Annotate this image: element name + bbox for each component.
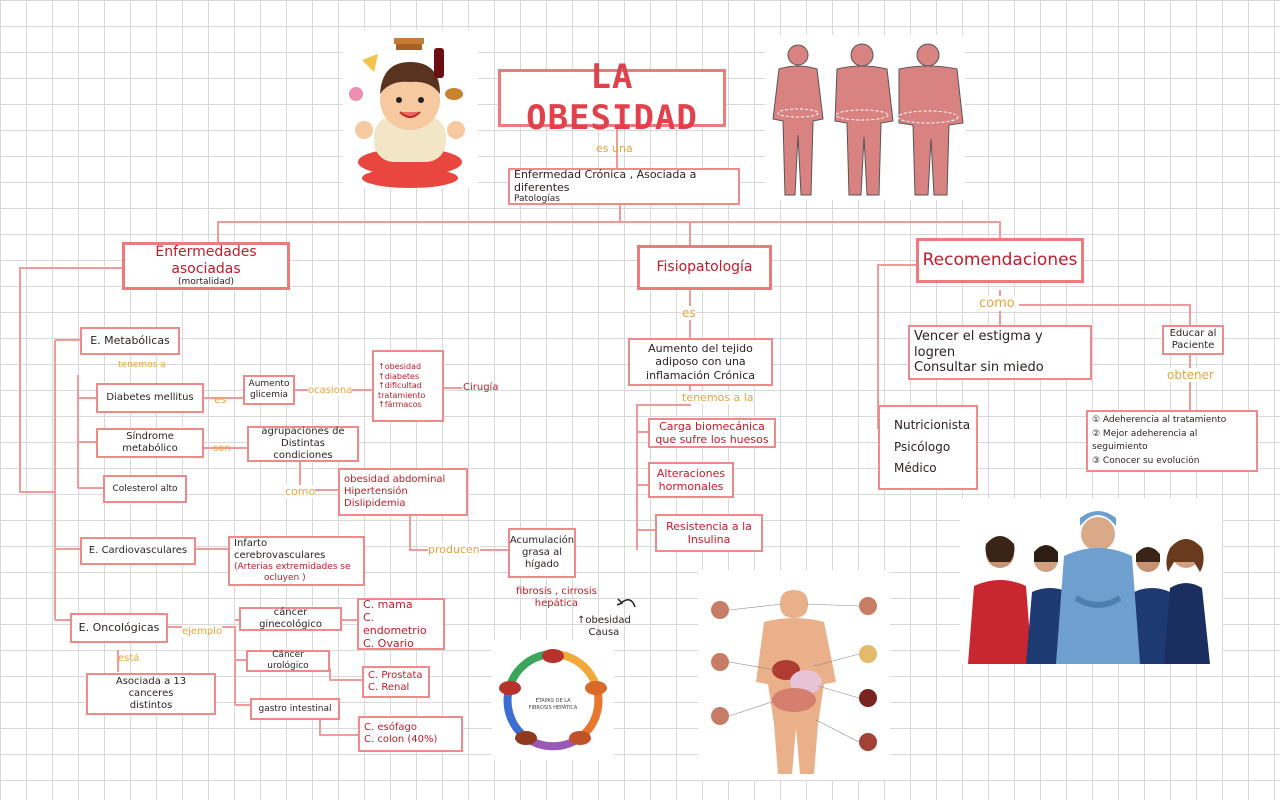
body-silhouettes-icon [765,35,965,200]
condition-item: Hipertensión [344,486,408,497]
fibrosis-line1: fibrosis , cirrosis [516,586,597,597]
fisio-es-label: es [682,306,696,320]
consequences-box [372,350,444,422]
aumento-line2: glicemia [250,390,288,400]
cancer-type: C. esófago [364,722,417,733]
ginecologico-label: cáncer ginecológico [259,607,322,630]
alteraciones-line2: hormonales [658,480,724,493]
fisio-item-carga [648,418,776,448]
aumento-glicemia-box [243,375,295,405]
professional-item: Nutricionista [894,418,971,433]
vencer-box [908,325,1092,380]
liver-cycle-label-line1: ETAPAS DE LA [535,698,571,704]
son-label: son [213,443,231,454]
title-box [498,57,726,138]
condition-item: Dislipidemia [344,498,406,509]
definition-line2: Patologías [514,194,560,205]
oncologicas-box [70,613,168,643]
branch-recomendaciones [916,238,1084,283]
fibrosis-line2: hepática [534,597,579,609]
agrupaciones-line2: Distintas condiciones [273,438,333,461]
consequence-item: ↑diabetes [378,371,420,381]
cancer-type: C. Renal [368,682,410,693]
professional-item: Médico [894,461,937,476]
oncologicas-title: E. Oncológicas [78,621,160,635]
cirugia-label: Cirugía [463,382,499,393]
obtener-label: obtener [1167,368,1214,382]
enfermedades-title: Enfermedades asociadas [155,243,257,277]
educar-box [1162,325,1224,355]
obesidad-causa-line1: ↑obesidad [577,615,631,626]
gastro-types-box [358,716,463,752]
cancer-type: C. endometrio [363,610,427,637]
es-una-label: es una [596,142,633,155]
anatomy-infographic-icon [698,570,890,780]
cartoon-boy-food-icon [342,30,478,188]
goal-item: ② Mejor adeherencia al seguimiento [1092,428,1198,452]
cancer-type: C. Prostata [368,670,423,681]
metabolicas-title: E. Metabólicas [90,334,170,348]
educar-line2: Paciente [1171,340,1215,351]
ocasiona-label: ocasiona [308,385,353,396]
fisio-tenemos-label: tenemos a la [682,391,754,404]
gastro-label: gastro intestinal [258,703,332,714]
diabetes-box [96,383,204,413]
medical-team-photo-icon [960,498,1222,664]
urologico-types-box [362,666,430,698]
sindrome-box [96,428,204,458]
agrupaciones-line1: agrupaciones de [261,426,345,437]
colesterol-box [103,475,187,503]
fibrosis-label [516,586,597,609]
gastro-box [250,698,340,720]
branch-enfermedades [122,242,290,290]
professional-item: Psicólogo [894,439,951,454]
carga-line2: que sufre los huesos [655,433,769,446]
conditions-box [338,468,468,516]
vencer-line2: Consultar sin miedo [914,360,1044,376]
consequence-item: ↑dificultad tratamiento [378,381,426,400]
condition-item: obesidad abdominal [344,474,446,485]
consequence-item: ↑obesidad [378,362,422,372]
reco-como-label: como [975,296,1019,311]
liver-cycle-label-line2: FIBROSIS HEPÁTICA [528,705,578,711]
aumento-tejido-line2: adiposo con una [655,355,746,369]
vencer-line1: Vencer el estigma y logren [914,329,1043,360]
acumulacion-line1: Acumulación [509,535,575,546]
fisiopatologia-title: Fisiopatología [656,259,753,276]
aumento-tejido-line1: Aumento del tejido [648,342,753,356]
arterias-line1: (Arterias extremidades se [234,562,351,573]
infarto-label: Infarto cerebrovasculares [234,538,326,562]
consequence-item: ↑fármacos [378,400,422,410]
ginecologico-box [239,607,342,631]
es-label: es [214,393,227,406]
acumulacion-line3: hígado [524,559,560,570]
liver-cycle-icon [492,640,614,760]
cancer-type: C. colon (40%) [364,734,438,745]
producen-label: producen [428,543,480,556]
esta-label: está [118,653,140,664]
cardiovasculares-title: E. Cardiovasculares [88,545,188,556]
ginecologico-types-box [357,598,445,650]
metabolicas-box [80,327,180,355]
educar-line1: Educar al [1169,328,1217,339]
definition-line1: Enfermedad Crónica , Asociada a diferentes [514,167,697,195]
obesidad-causa-label [577,615,631,638]
fisio-item-resistencia [655,514,763,552]
recomendaciones-title: Recomendaciones [922,250,1078,271]
branch-fisiopatologia [637,245,772,290]
goal-item: ① Adeherencia al tratamiento [1092,415,1227,425]
como-label: como [285,485,316,498]
urologico-label: Cáncer urológico [267,650,309,671]
carga-line1: Carga biomecánica [659,419,765,433]
acumulacion-box [508,528,576,578]
agrupaciones-box [247,426,359,462]
urologico-box [246,650,330,672]
arterias-line2: ocluyen ) [264,573,306,583]
acumulacion-line2: grasa al [521,547,562,558]
colesterol-label: Colesterol alto [112,483,178,494]
aumento-tejido-line3: inflamación Crónica [646,368,755,382]
resistencia-line1: Resistencia a la [666,519,752,533]
infarto-box [228,536,365,586]
diabetes-label: Diabetes mellitus [106,392,194,403]
cancer-type: C. mama [363,597,413,611]
tenemos-a-label: tenemos a [118,360,166,370]
cancer-type: C. Ovario [363,637,414,651]
goals-box [1086,410,1258,472]
asociada-line2: distintos [129,700,173,711]
definition-box [508,168,740,205]
enfermedades-subtitle: (mortalidad) [178,277,234,288]
professionals-box [878,405,978,490]
cardiovasculares-box [80,537,196,565]
resistencia-line2: Insulina [687,533,731,546]
page-title: LA OBESIDAD [526,57,698,138]
sindrome-label: Síndrome metabólico [122,431,178,454]
ejemplo-label: ejemplo [182,626,223,637]
asociada-line1: Asociada a 13 canceres [115,676,187,699]
goal-item: ③ Conocer su evolución [1092,455,1200,466]
aumento-line1: Aumento [248,379,290,390]
obesidad-causa-line2: Causa [588,626,620,638]
alteraciones-line1: Alteraciones [656,466,726,480]
aumento-tejido-box [628,338,773,386]
asociada-box [86,673,216,715]
fisio-item-alteraciones [648,462,734,498]
